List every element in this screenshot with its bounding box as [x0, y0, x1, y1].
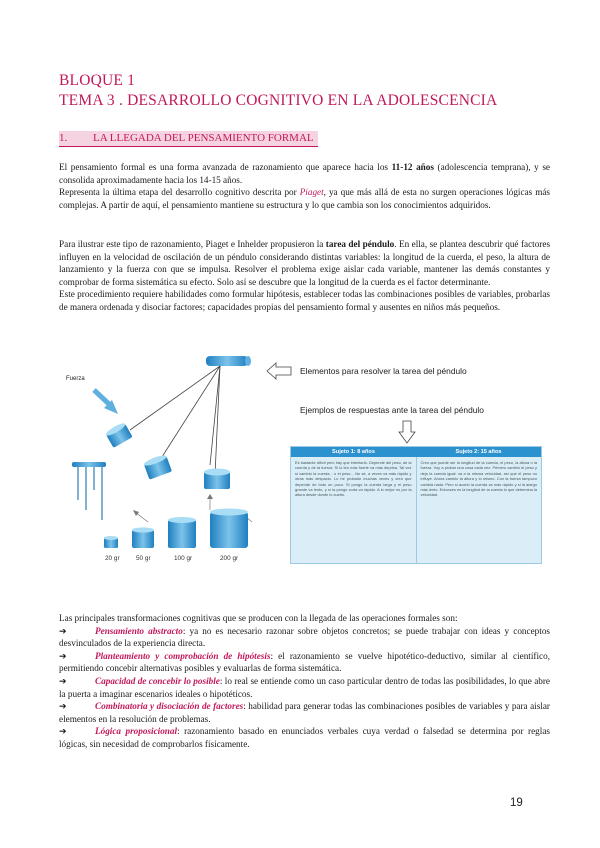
arrow-icon: ➔ — [59, 650, 67, 661]
string-2 — [160, 366, 220, 460]
section-title: LA LLEGADA DEL PENSAMIENTO FORMAL — [93, 132, 314, 144]
transformation-description: : lo real se entiende como un caso particular dentro de todas las posibilidades, lo que abre la puerta a imaginar escenarios ideales o hipotéticos. — [59, 675, 551, 699]
weight-200 — [210, 509, 248, 549]
weight-label-200: 200 gr — [220, 555, 239, 562]
paragraph-intro — [59, 161, 550, 211]
transformation-term: Combinatoria y disociación de factores — [95, 701, 244, 712]
block-title: BLOQUE 1 — [59, 72, 136, 89]
transformations-list — [59, 612, 550, 751]
subject-1-header: Sujeto 1: 8 años — [332, 449, 375, 455]
arrow-icon: ➔ — [59, 726, 67, 737]
transformation-item — [59, 675, 550, 700]
force-label: Fuerza — [66, 376, 85, 382]
string-4 — [215, 366, 220, 475]
left-arrow-icon — [266, 362, 292, 380]
support-bar — [206, 356, 248, 366]
page-number: 19 — [510, 797, 523, 809]
section-number: 1. — [59, 132, 68, 144]
weight-100 — [168, 517, 196, 548]
down-arrow-icon — [398, 420, 416, 444]
arrow-icon: ➔ — [59, 701, 67, 712]
subject-2-response: Creo que puede ser la longitud de la cuerda, el peso, la altura o la fuerza. Voy a probar una cosa cada vez. Primero cambio el peso y dejo la cuerda igual: va a la misma velocidad, así que el peso no influye. Ahora cambio la altura y lo mismo. Con la fuerza tampoco cambia nada. Pero si acorto la cuerda va más rápido y si la alargo más lento. Entonces es la longitud de la cuerda lo que determina la velocidad. — [416, 457, 542, 563]
transformation-description: : ya no es necesario razonar sobre objetos concretos; se puede trabajar con ideas y conceptos desvinculados de la experiencia directa. — [59, 625, 550, 649]
weight-label-50: 50 gr — [136, 555, 151, 562]
p1-text-c: (adolescencia temprana), y se consolida aproximadamente hacia los 14-15 años. — [59, 162, 550, 185]
piaget-link[interactable]: Piaget — [299, 187, 324, 198]
subject-2-header: Sujeto 2: 15 años — [455, 449, 502, 455]
p1-text-a: El pensamiento formal es una forma avanzada de razonamiento que aparece hacia los — [59, 162, 392, 172]
topic-title: TEMA 3 . DESARROLLO COGNITIVO EN LA ADOLESCENCIA — [59, 92, 498, 109]
transformation-description: : habilidad para generar todas las combinaciones posibles de variables y para aislar elementos en la resolución de problemas. — [59, 701, 550, 724]
p1-age-highlight: 11-12 años — [391, 162, 434, 172]
string-1 — [130, 366, 220, 430]
elements-caption: Elementos para resolver la tarea del péndulo — [300, 366, 467, 376]
paragraph-pendulum — [59, 238, 550, 314]
weight-label-20: 20 gr — [105, 555, 120, 562]
transformation-description: : razonamiento basado en enunciados verbales cuya verdad o falsedad se determina por reglas lógicas, sin necesidad de comprobarlos físicamente. — [59, 726, 550, 749]
transformation-item — [59, 725, 550, 750]
weight-swing-1 — [105, 421, 133, 448]
string-stand — [72, 462, 106, 467]
transformation-item — [59, 700, 550, 725]
arrow-icon: ➔ — [59, 625, 67, 636]
arrow-icon: ➔ — [59, 675, 67, 686]
transformations-items — [59, 625, 550, 751]
responses-table — [290, 446, 542, 564]
transformation-item — [59, 625, 550, 650]
responses-table-body — [291, 457, 541, 563]
transformation-term: Lógica proposicional — [95, 726, 178, 737]
p4-text: Este procedimiento requiere habilidades como formular hipótesis, establecer todas las combinaciones posibles de variables, probarlas de manera ordenada y disociar factores; capacidades propias del pensamiento formal y ausentes en niños más pequeños. — [59, 289, 550, 312]
transformation-term: Pensamiento abstracto — [95, 625, 183, 636]
pendulum-illustration — [60, 350, 290, 600]
transformation-description: : el razonamiento se vuelve hipotético-deductivo, similar al científico, permitiendo concebir alternativas posibles y evaluarlas de forma sistemática. — [59, 650, 550, 674]
p3-text-a: Para ilustrar este tipo de razonamiento, Piaget e Inhelder propusieron la — [59, 239, 326, 249]
transformation-term: Planteamiento y comprobación de hipótesis — [95, 650, 271, 661]
pendulum-task-highlight: tarea del péndulo — [325, 239, 395, 249]
section-heading — [59, 131, 318, 147]
transformations-intro: Las principales transformaciones cognitivas que se producen con la llegada de las operaciones formales son: — [59, 613, 458, 623]
transformation-term: Capacidad de concebir lo posible — [95, 675, 220, 686]
responses-table-header — [291, 447, 541, 457]
p2-text-c: , ya que más allá de esta no surgen operaciones lógicas más complejas. A partir de aquí, el pensamiento mantiene su estructura y lo que cambia son los conocimientos adquiridos. — [59, 187, 551, 210]
force-arrow-shaft — [94, 390, 110, 405]
weight-hanging-3 — [204, 469, 230, 490]
p3-text-c: . En ella, se plantea descubrir qué factores influyen en la velocidad de oscilación de un péndulo considerando distintas variables: la longitud de la cuerda, el peso, la altura de lanzamiento y la fuerza con que se impulsa. Resolver el problema exige aislar cada variable, mantener las demás constantes y comprobar de forma sistemática su efecto. Solo así se descubre que la longitud de la cuerda es el factor determinante. — [59, 239, 551, 287]
subject-1-response: Es bastante difícil pero hay que intentarlo. Depende del peso, de la cuerda y de la fuerza. Si lo tiro más fuerte va más deprisa. Tal vez si cambio la cuerda... o el peso... No sé, a veces va más rápido y otras más despacio. Lo he probado muchas veces y creo que depende de todo un poco. Si pongo la cuerda larga y el peso grande va lento, y si la pongo corta va rápido. A lo mejor es por la altura desde donde lo suelto. — [295, 460, 412, 498]
pendulum-figure — [60, 350, 550, 600]
examples-caption: Ejemplos de respuestas ante la tarea del péndulo — [300, 405, 484, 415]
weight-50 — [132, 527, 154, 548]
transformation-item — [59, 650, 550, 675]
p2-text-a: Representa la última etapa del desarrollo cognitivo descrita por — [59, 187, 300, 198]
weight-swing-2 — [143, 454, 172, 480]
string-3 — [210, 366, 220, 465]
weight-label-100: 100 gr — [174, 555, 193, 562]
weight-20 — [104, 536, 118, 548]
